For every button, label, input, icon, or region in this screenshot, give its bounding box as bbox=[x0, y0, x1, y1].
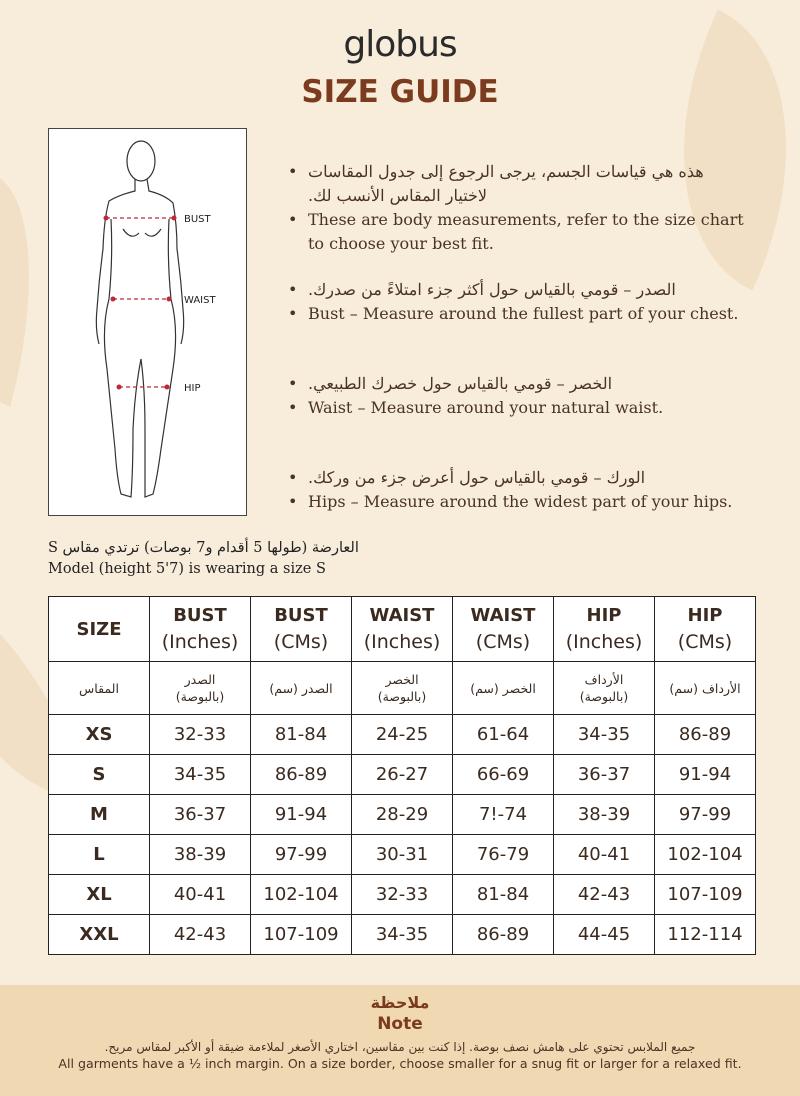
arabic-column-header: الصدر (بالبوصة) bbox=[150, 662, 251, 715]
size-cell: M bbox=[49, 795, 150, 835]
measurement-cell: 34-35 bbox=[554, 715, 655, 755]
instruction-ar: • الصدر – قومي بالقياس حول أكثر جزء امتلاءً من صدرك. bbox=[288, 278, 748, 302]
measurement-cell: 107-109 bbox=[251, 915, 352, 955]
arabic-column-header: المقاس bbox=[49, 662, 150, 715]
instruction-ar: • الخصر – قومي بالقياس حول خصرك الطبيعي. bbox=[288, 372, 748, 396]
arabic-header-row bbox=[49, 662, 756, 715]
page-title: SIZE GUIDE bbox=[301, 74, 499, 110]
column-header-title: SIZE bbox=[76, 618, 122, 640]
column-header-unit: (CMs) bbox=[677, 631, 733, 653]
measurement-cell: 112-114 bbox=[655, 915, 756, 955]
measurement-cell: 32-33 bbox=[352, 875, 453, 915]
size-chart-table bbox=[48, 596, 756, 955]
measurement-cell: 24-25 bbox=[352, 715, 453, 755]
note-title-ar: ملاحظة bbox=[370, 993, 430, 1012]
measurement-cell: 91-94 bbox=[251, 795, 352, 835]
column-header bbox=[655, 597, 756, 662]
column-header bbox=[49, 597, 150, 662]
instruction-en: • These are body measurements, refer to the size chart to choose your best fit. bbox=[288, 208, 748, 256]
hip-label: HIP bbox=[184, 383, 201, 394]
table-row bbox=[49, 715, 756, 755]
brand-logo: globus bbox=[343, 24, 457, 65]
measurement-cell: 42-43 bbox=[150, 915, 251, 955]
header-row bbox=[49, 597, 756, 662]
column-header-title: BUST bbox=[274, 605, 328, 626]
arabic-column-header: الصدر (سم) bbox=[251, 662, 352, 715]
body-outline-illustration bbox=[49, 129, 246, 515]
column-header bbox=[554, 597, 655, 662]
measurement-cell: 28-29 bbox=[352, 795, 453, 835]
column-header bbox=[453, 597, 554, 662]
column-header-title: WAIST bbox=[369, 605, 435, 626]
column-header-title: HIP bbox=[586, 605, 622, 626]
size-cell: L bbox=[49, 835, 150, 875]
measurement-cell: 97-99 bbox=[251, 835, 352, 875]
column-header-title: WAIST bbox=[470, 605, 536, 626]
column-header bbox=[150, 597, 251, 662]
measurement-cell: 7!-74 bbox=[453, 795, 554, 835]
measurement-cell: 42-43 bbox=[554, 875, 655, 915]
waist-label: WAIST bbox=[184, 295, 216, 306]
instruction-en: • Waist – Measure around your natural waist. bbox=[288, 396, 748, 420]
arabic-column-header: الأرداف (سم) bbox=[655, 662, 756, 715]
table-row bbox=[49, 835, 756, 875]
instruction-ar: • هذه هي قياسات الجسم، يرجى الرجوع إلى جدول المقاسات لاختيار المقاس الأنسب لك. bbox=[288, 160, 748, 208]
measurement-cell: 38-39 bbox=[554, 795, 655, 835]
measurement-cell: 102-104 bbox=[655, 835, 756, 875]
note-text-en: All garments have a ½ inch margin. On a size border, choose smaller for a snug fit or larger for a relaxed fit. bbox=[58, 1056, 742, 1071]
measurement-cell: 30-31 bbox=[352, 835, 453, 875]
measurement-cell: 76-79 bbox=[453, 835, 554, 875]
measurement-cell: 107-109 bbox=[655, 875, 756, 915]
column-header-title: BUST bbox=[173, 605, 227, 626]
body-measurement-figure bbox=[48, 128, 247, 516]
model-info-ar: العارضة (طولها 5 أقدام و7 بوصات) ترتدي مقاس S bbox=[48, 540, 359, 556]
instruction-hips bbox=[288, 466, 748, 514]
column-header-unit: (Inches) bbox=[161, 631, 239, 653]
arabic-column-header: الخصر (بالبوصة) bbox=[352, 662, 453, 715]
instruction-en: • Bust – Measure around the fullest part of your chest. bbox=[288, 302, 748, 326]
model-info bbox=[48, 538, 359, 580]
size-cell: XL bbox=[49, 875, 150, 915]
column-header-unit: (Inches) bbox=[565, 631, 643, 653]
column-header-unit: (CMs) bbox=[475, 631, 531, 653]
measurement-cell: 66-69 bbox=[453, 755, 554, 795]
note-title-en: Note bbox=[377, 1014, 423, 1034]
measurement-cell: 61-64 bbox=[453, 715, 554, 755]
measurement-cell: 97-99 bbox=[655, 795, 756, 835]
measurement-cell: 38-39 bbox=[150, 835, 251, 875]
note-text-ar: جميع الملابس تحتوي على هامش نصف بوصة. إذا كنت بين مقاسين، اختاري الأصغر لملاءمة ضيقة أو الأكبر لمقاس مريح. bbox=[104, 1040, 696, 1054]
column-header bbox=[251, 597, 352, 662]
measurement-cell: 86-89 bbox=[655, 715, 756, 755]
measurement-cell: 36-37 bbox=[554, 755, 655, 795]
measurement-cell: 40-41 bbox=[554, 835, 655, 875]
table-row bbox=[49, 915, 756, 955]
measurement-cell: 44-45 bbox=[554, 915, 655, 955]
model-info-en: Model (height 5'7) is wearing a size S bbox=[48, 561, 326, 577]
note-section bbox=[0, 985, 800, 1096]
table-row bbox=[49, 755, 756, 795]
measurement-cell: 34-35 bbox=[150, 755, 251, 795]
instruction-bust bbox=[288, 278, 748, 326]
measurement-instructions bbox=[288, 160, 748, 536]
size-cell: S bbox=[49, 755, 150, 795]
measurement-cell: 26-27 bbox=[352, 755, 453, 795]
column-header-unit: (CMs) bbox=[273, 631, 329, 653]
instruction-waist bbox=[288, 372, 748, 420]
measurement-cell: 36-37 bbox=[150, 795, 251, 835]
arabic-column-header: الأرداف (بالبوصة) bbox=[554, 662, 655, 715]
measurement-cell: 91-94 bbox=[655, 755, 756, 795]
measurement-cell: 32-33 bbox=[150, 715, 251, 755]
table-row bbox=[49, 875, 756, 915]
measurement-cell: 102-104 bbox=[251, 875, 352, 915]
measurement-cell: 81-84 bbox=[453, 875, 554, 915]
instruction-general bbox=[288, 160, 748, 256]
measurement-cell: 86-89 bbox=[453, 915, 554, 955]
measurement-cell: 81-84 bbox=[251, 715, 352, 755]
measurement-cell: 34-35 bbox=[352, 915, 453, 955]
bust-label: BUST bbox=[184, 214, 211, 225]
measurement-cell: 86-89 bbox=[251, 755, 352, 795]
column-header-unit: (Inches) bbox=[363, 631, 441, 653]
arabic-column-header: الخصر (سم) bbox=[453, 662, 554, 715]
size-cell: XS bbox=[49, 715, 150, 755]
instruction-ar: • الورك – قومي بالقياس حول أعرض جزء من وركك. bbox=[288, 466, 748, 490]
column-header-title: HIP bbox=[687, 605, 723, 626]
table-row bbox=[49, 795, 756, 835]
column-header bbox=[352, 597, 453, 662]
instruction-en: • Hips – Measure around the widest part of your hips. bbox=[288, 490, 748, 514]
measurement-cell: 40-41 bbox=[150, 875, 251, 915]
size-cell: XXL bbox=[49, 915, 150, 955]
